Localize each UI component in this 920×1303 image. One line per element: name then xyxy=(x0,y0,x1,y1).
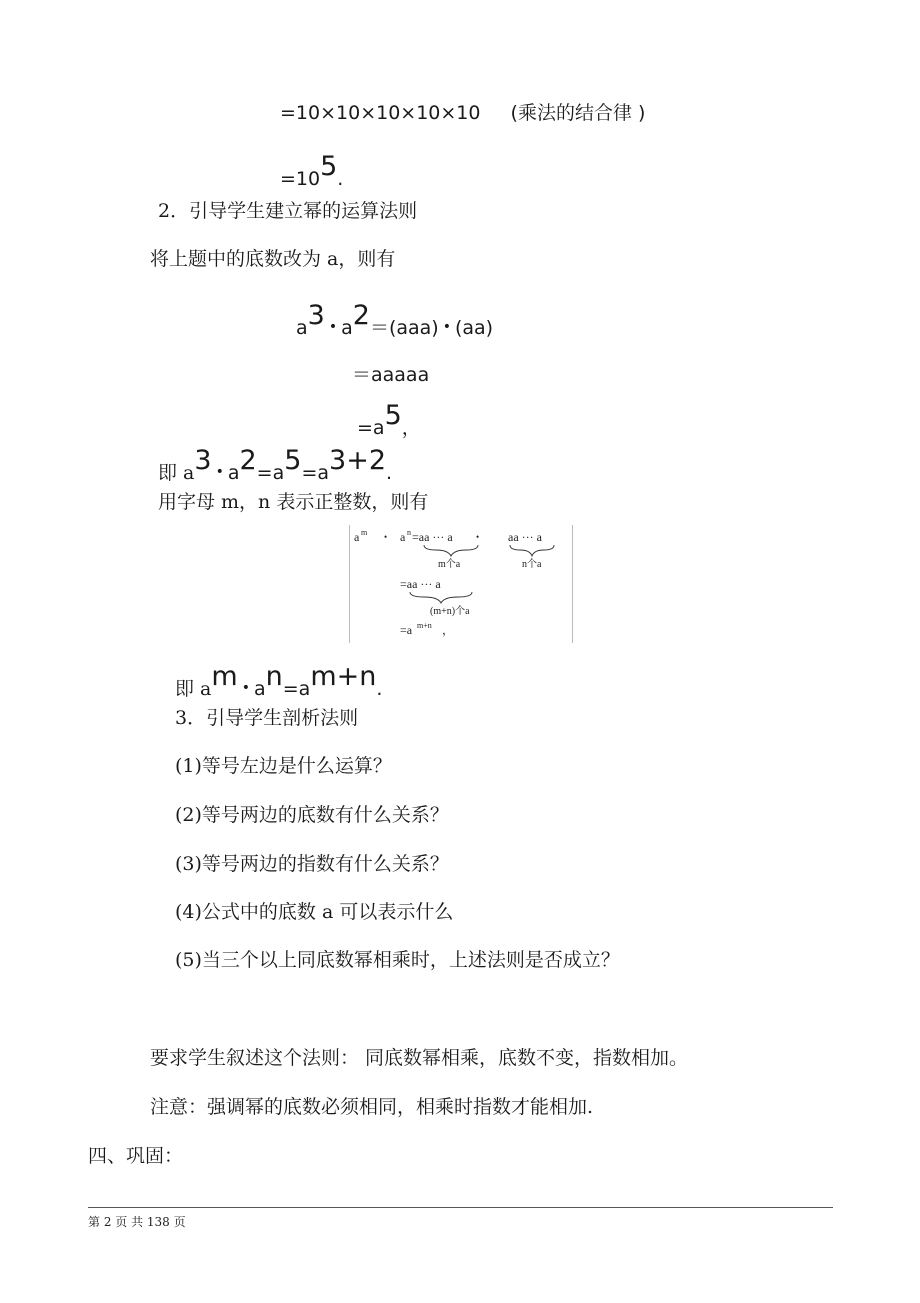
question-3: (3)等号两边的指数有什么关系？ xyxy=(175,853,449,875)
fig-brace-3-label: (m+n)个a xyxy=(430,606,470,617)
fig-brace-3 xyxy=(410,592,472,603)
eq-exp: 2 xyxy=(352,300,370,331)
eq-rest: ＝(aaa) xyxy=(369,317,439,339)
footer-rule xyxy=(88,1207,833,1208)
fig-r3-base: =a xyxy=(400,623,413,637)
letters-intro: 用字母 m，n 表示正整数，则有 xyxy=(158,491,429,513)
fig-r1-n: n xyxy=(407,528,411,537)
equation-end: . xyxy=(337,168,344,190)
eq-base: a xyxy=(253,678,266,700)
eq-end: ， xyxy=(401,417,421,439)
section-3-title: 3．引导学生剖析法则 xyxy=(175,707,359,729)
section-4-title: 四、巩固： xyxy=(88,1145,184,1167)
equation-base: =10 xyxy=(280,168,321,190)
rule-statement: 要求学生叙述这个法则： 同底数幂相乘，底数不变，指数相加。 xyxy=(150,1047,689,1069)
fig-r1-dot: • xyxy=(384,532,388,542)
fig-brace-2 xyxy=(510,545,554,556)
eq-exp: 3 xyxy=(194,445,212,476)
eq-prefix: 即 a xyxy=(158,462,195,484)
equation-line-2 xyxy=(280,151,344,190)
equation-line-1 xyxy=(280,104,645,123)
fig-brace-1-label: m个a xyxy=(438,559,461,570)
section-2-title: 2．引导学生建立幂的运算法则 xyxy=(158,200,418,222)
question-2: (2)等号两边的底数有什么关系？ xyxy=(175,804,449,826)
eq-exp: m xyxy=(211,661,238,692)
multiply-dot: • xyxy=(215,464,224,480)
fig-r3-exp: m+n xyxy=(417,621,432,630)
section-2-intro: 将上题中的底数改为 a，则有 xyxy=(150,248,396,270)
equation-a5 xyxy=(357,400,421,439)
multiply-dot: • xyxy=(442,319,451,335)
fig-r1-a: a xyxy=(354,530,360,544)
eq-base: =a xyxy=(256,462,285,484)
eq-base: a xyxy=(341,317,353,339)
eq-end: . xyxy=(376,678,383,700)
eq-exp: 5 xyxy=(284,445,302,476)
question-5: (5)当三个以上同底数幂相乘时，上述法则是否成立？ xyxy=(175,949,620,971)
eq-base: =a xyxy=(301,462,330,484)
question-1: (1)等号左边是什么运算？ xyxy=(175,755,392,777)
equation-exponent: 5 xyxy=(320,151,338,182)
fig-r1-dot2: • xyxy=(476,532,480,542)
eq-exp: 2 xyxy=(239,445,257,476)
equation-a3-a2 xyxy=(296,300,494,339)
fig-brace-1 xyxy=(424,545,478,556)
page-footer: 第 2 页 共 138 页 xyxy=(88,1215,186,1229)
derivation-figure xyxy=(349,525,573,643)
eq-rest: (aa) xyxy=(454,317,494,339)
question-4: (4)公式中的底数 a 可以表示什么 xyxy=(175,901,454,923)
equation-summary-2 xyxy=(175,661,383,700)
equation-aaaaa: ＝aaaaa xyxy=(352,364,430,386)
eq-base: =a xyxy=(357,417,385,439)
eq-exp: 3 xyxy=(307,300,325,331)
eq-exp: m+n xyxy=(310,661,377,692)
fig-r2: =aa ··· a xyxy=(400,577,441,591)
equation-summary-1 xyxy=(158,445,393,484)
multiply-dot: • xyxy=(241,680,250,696)
fig-r1-m: m xyxy=(361,528,368,537)
fig-r1-b: a xyxy=(400,530,406,544)
fig-r1-rest: aa ··· a xyxy=(508,530,542,544)
eq-prefix: 即 a xyxy=(175,678,212,700)
multiply-dot: • xyxy=(328,319,338,335)
note-statement: 注意：强调幂的底数必须相同，相乘时指数才能相加. xyxy=(150,1096,594,1118)
eq-end: . xyxy=(386,462,393,484)
eq-exp: 3+2 xyxy=(329,445,386,476)
eq-base: =a xyxy=(282,678,311,700)
eq-base: a xyxy=(227,462,240,484)
fig-brace-2-label: n个a xyxy=(522,559,542,570)
eq-exp: n xyxy=(265,661,283,692)
equation-note: (乘法的结合律 ) xyxy=(510,102,646,124)
fig-r3-end: ， xyxy=(442,623,455,637)
eq-base: a xyxy=(296,317,308,339)
equation-expr: =10×10×10×10×10 xyxy=(280,102,481,124)
fig-r1-eq: =aa ··· a xyxy=(412,530,453,544)
eq-exp: 5 xyxy=(384,400,402,431)
derivation-svg xyxy=(350,525,572,643)
